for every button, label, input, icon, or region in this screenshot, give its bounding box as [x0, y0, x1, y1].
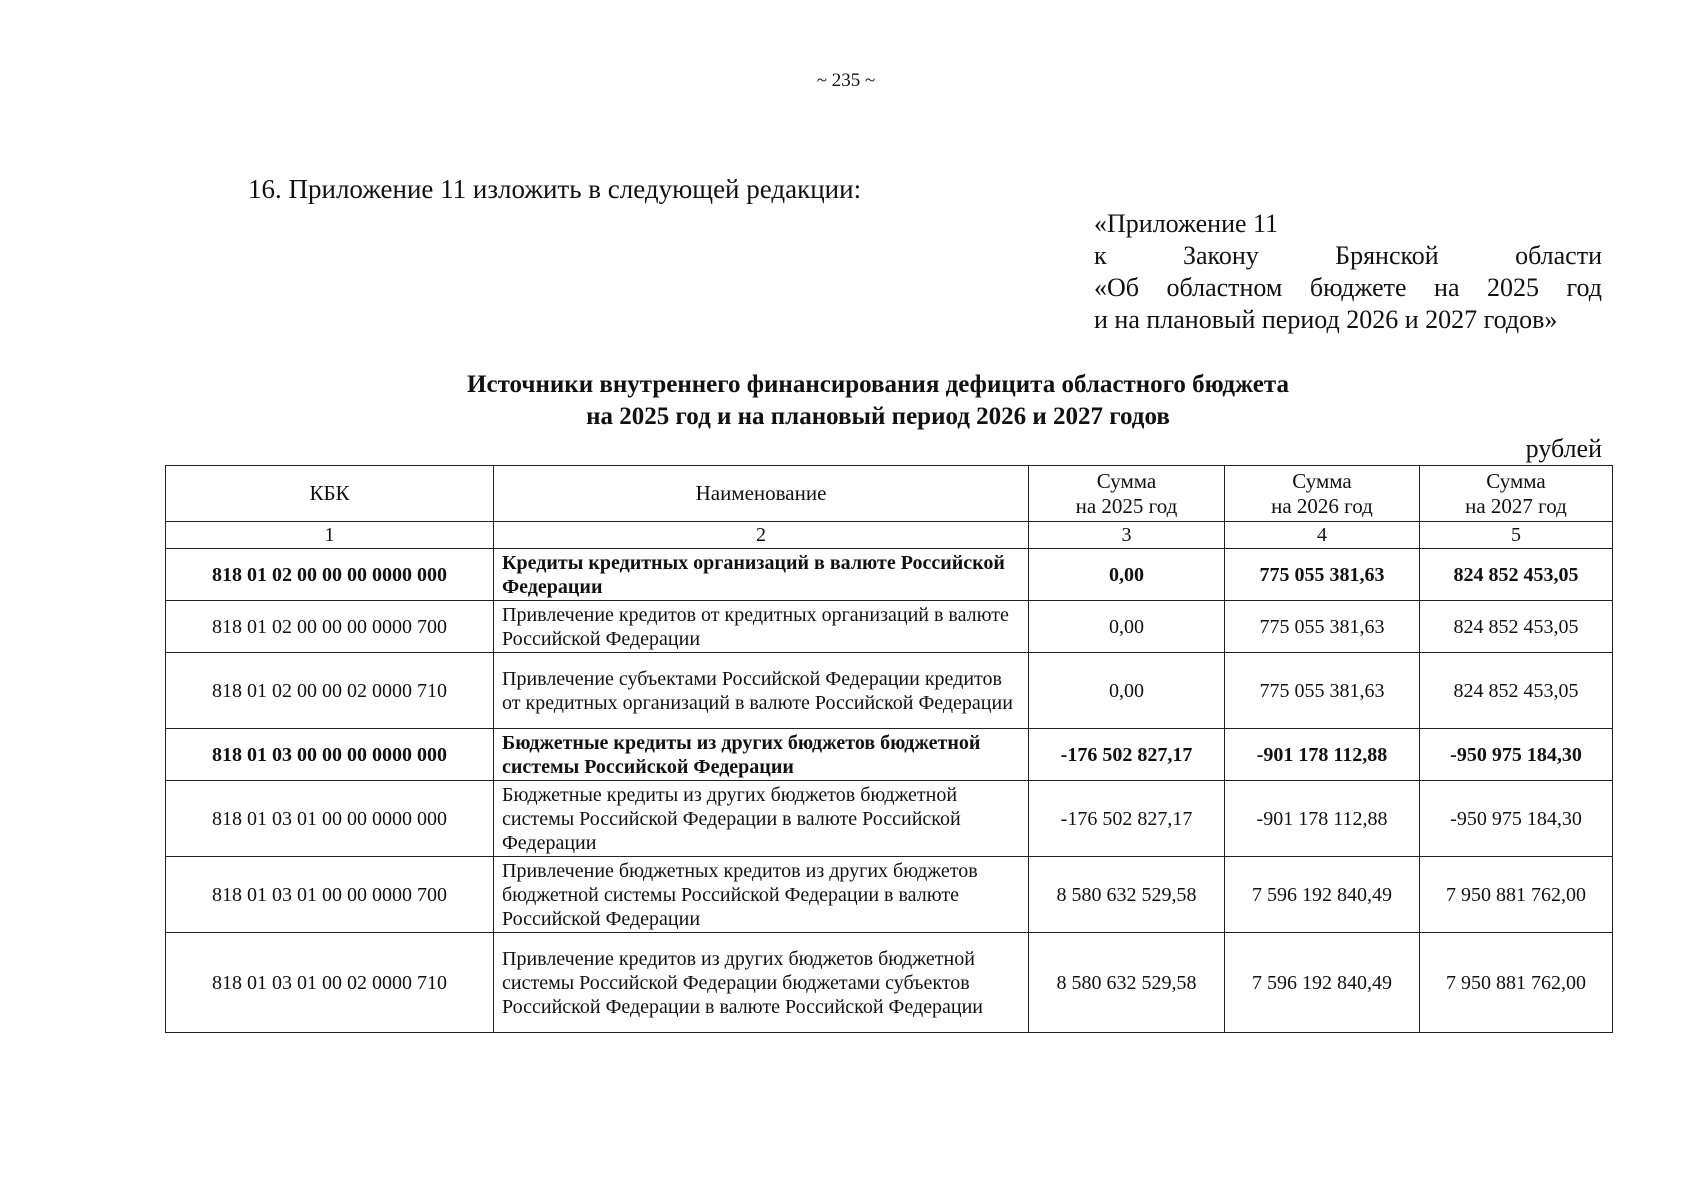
header-sum-2027-line-2: на 2027 год	[1465, 493, 1567, 518]
kbk-cell: 818 01 02 00 00 02 0000 710	[166, 653, 494, 729]
document-title-line-1: Источники внутреннего финансирования дефицита областного бюджета	[467, 371, 1289, 398]
table-row	[166, 601, 1613, 653]
units-label: рублей	[1525, 434, 1602, 463]
name-cell: Привлечение кредитов из других бюджетов бюджетной системы Российской Федерации бюджетами субъектов Российской Федерации в валюте Российской Федерации	[494, 933, 1029, 1033]
sum-2026-cell: 7 596 192 840,49	[1225, 857, 1420, 933]
kbk-cell: 818 01 02 00 00 00 0000 000	[166, 549, 494, 601]
appendix-ref-line-3: «Об областном бюджете на 2025 год	[1094, 273, 1602, 302]
name-cell: Бюджетные кредиты из других бюджетов бюджетной системы Российской Федерации	[494, 729, 1029, 781]
kbk-cell: 818 01 02 00 00 00 0000 700	[166, 601, 494, 653]
sum-2026-cell: -901 178 112,88	[1225, 729, 1420, 781]
sum-2027-cell: 7 950 881 762,00	[1420, 857, 1613, 933]
sum-2027-cell: 824 852 453,05	[1420, 549, 1613, 601]
table-row	[166, 549, 1613, 601]
sum-2025-cell: -176 502 827,17	[1029, 781, 1225, 857]
table-row	[166, 781, 1613, 857]
sum-2026-cell: -901 178 112,88	[1225, 781, 1420, 857]
appendix-ref-line-1: «Приложение 11	[1094, 209, 1279, 238]
document-title	[200, 369, 1556, 433]
name-cell: Привлечение субъектами Российской Федерации кредитов от кредитных организаций в валюте Российской Федерации	[494, 653, 1029, 729]
page-number: ~ 235 ~	[816, 70, 876, 91]
sum-2027-cell: 7 950 881 762,00	[1420, 933, 1613, 1033]
header-name: Наименование	[494, 466, 1029, 522]
kbk-cell: 818 01 03 01 00 00 0000 700	[166, 857, 494, 933]
appendix-ref-line-2: к Закону Брянской области	[1094, 241, 1602, 270]
appendix-reference	[1094, 208, 1602, 336]
kbk-cell: 818 01 03 01 00 02 0000 710	[166, 933, 494, 1033]
column-number: 4	[1225, 522, 1420, 549]
header-sum-2025	[1029, 466, 1225, 522]
column-number-row	[166, 522, 1613, 549]
header-kbk: КБК	[166, 466, 494, 522]
sum-2025-cell: 0,00	[1029, 549, 1225, 601]
name-cell: Привлечение кредитов от кредитных организаций в валюте Российской Федерации	[494, 601, 1029, 653]
column-number: 3	[1029, 522, 1225, 549]
header-sum-2025-line-1: Сумма	[1096, 468, 1157, 493]
table-row	[166, 933, 1613, 1033]
sum-2027-cell: -950 975 184,30	[1420, 729, 1613, 781]
column-number: 1	[166, 522, 494, 549]
financing-sources-table	[165, 465, 1613, 1033]
sum-2025-cell: 8 580 632 529,58	[1029, 857, 1225, 933]
sum-2025-cell: 8 580 632 529,58	[1029, 933, 1225, 1033]
sum-2027-cell: 824 852 453,05	[1420, 601, 1613, 653]
name-cell: Кредиты кредитных организаций в валюте Российской Федерации	[494, 549, 1029, 601]
name-cell: Бюджетные кредиты из других бюджетов бюджетной системы Российской Федерации в валюте Российской Федерации	[494, 781, 1029, 857]
header-sum-2026-line-2: на 2026 год	[1271, 493, 1373, 518]
column-number: 2	[494, 522, 1029, 549]
kbk-cell: 818 01 03 00 00 00 0000 000	[166, 729, 494, 781]
table-header-row	[166, 466, 1613, 522]
sum-2026-cell: 7 596 192 840,49	[1225, 933, 1420, 1033]
name-cell: Привлечение бюджетных кредитов из других бюджетов бюджетной системы Российской Федерации в валюте Российской Федерации	[494, 857, 1029, 933]
sum-2026-cell: 775 055 381,63	[1225, 601, 1420, 653]
sum-2025-cell: -176 502 827,17	[1029, 729, 1225, 781]
sum-2025-cell: 0,00	[1029, 601, 1225, 653]
header-sum-2026-line-1: Сумма	[1292, 468, 1352, 493]
sum-2026-cell: 775 055 381,63	[1225, 549, 1420, 601]
sum-2027-cell: 824 852 453,05	[1420, 653, 1613, 729]
column-number: 5	[1420, 522, 1613, 549]
header-sum-2026	[1225, 466, 1420, 522]
sum-2026-cell: 775 055 381,63	[1225, 653, 1420, 729]
sum-2027-cell: -950 975 184,30	[1420, 781, 1613, 857]
appendix-ref-line-4: и на плановый период 2026 и 2027 годов»	[1094, 305, 1558, 334]
header-sum-2027	[1420, 466, 1613, 522]
item-heading: 16. Приложение 11 изложить в следующей редакции:	[248, 174, 862, 204]
table-row	[166, 857, 1613, 933]
table-row	[166, 729, 1613, 781]
document-title-line-2: на 2025 год и на плановый период 2026 и 2027 годов	[586, 403, 1170, 430]
header-sum-2027-line-1: Сумма	[1486, 468, 1546, 493]
sum-2025-cell: 0,00	[1029, 653, 1225, 729]
table-row	[166, 653, 1613, 729]
kbk-cell: 818 01 03 01 00 00 0000 000	[166, 781, 494, 857]
header-sum-2025-line-2: на 2025 год	[1075, 493, 1178, 518]
